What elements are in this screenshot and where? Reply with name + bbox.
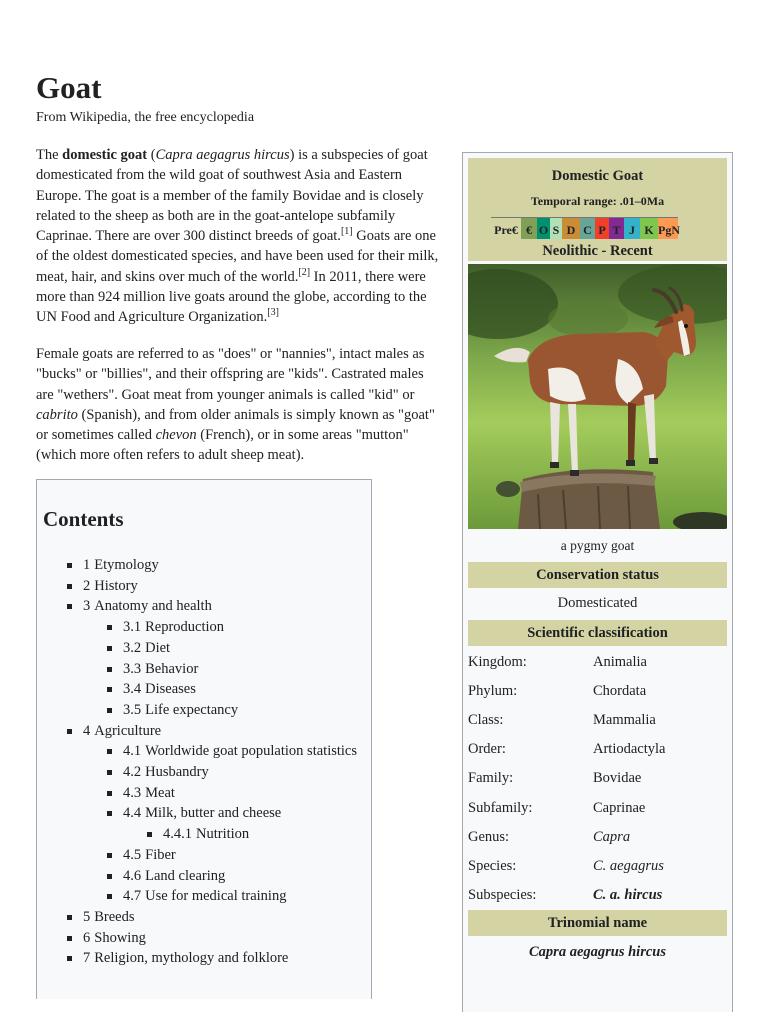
toc-item-label: Religion, mythology and folklore — [94, 950, 289, 967]
toc-item[interactable] — [83, 596, 212, 616]
paragraph-text: (Spanish), and from older animals is simply known as "goat" or sometimes called — [36, 406, 435, 444]
rank-value[interactable]: Bovidae — [593, 770, 642, 787]
toc-item-number: 7 — [83, 950, 91, 967]
toc-item-number: 4.4.1 — [163, 826, 192, 843]
period-cell[interactable]: PgN — [658, 218, 678, 239]
bullet-icon — [107, 749, 112, 754]
toc-item-label: Behavior — [145, 660, 199, 677]
toc-item[interactable] — [83, 948, 288, 968]
terminology-paragraph — [36, 344, 442, 466]
intro-text: ) is a subspecies of goat domesticated from the wild goat of southwest Asia and Eastern Europe. The goat is a member of the family Bovidae and is closely related to the sheep as both are in the goat-antelope subfamily Caprinae. There are over 300 distinct breeds of goat. — [36, 147, 428, 245]
toc-item-number: 6 — [83, 929, 91, 946]
rank-label[interactable]: Order: — [468, 741, 506, 758]
paragraph-text: (French), or in some areas "mutton" (which more often refers to adult sheep meat). — [36, 427, 409, 464]
bullet-icon — [147, 832, 152, 837]
bullet-icon — [107, 811, 112, 816]
period-cell[interactable]: J — [624, 218, 640, 239]
toc-item[interactable] — [123, 845, 176, 865]
table-of-contents — [36, 479, 372, 999]
period-cell[interactable]: Pre€ — [491, 218, 521, 239]
toc-item-number: 2 — [83, 577, 91, 594]
toc-item[interactable] — [123, 741, 357, 761]
temporal-range: Temporal range: .01–0Ma — [530, 194, 665, 208]
period-cell[interactable]: O — [537, 218, 550, 239]
toc-item[interactable] — [123, 638, 170, 658]
chevon-term: chevon — [155, 427, 197, 444]
toc-item-label: Reproduction — [145, 619, 225, 636]
bullet-icon — [107, 853, 112, 858]
toc-item-label: Meat — [145, 784, 175, 801]
toc-item-label: History — [94, 577, 138, 594]
period-cell[interactable]: S — [550, 218, 562, 239]
rank-value[interactable]: Capra — [593, 828, 631, 845]
rank-value[interactable]: Mammalia — [593, 712, 656, 729]
rank-label[interactable]: Kingdom: — [468, 654, 527, 670]
period-cell[interactable]: P — [595, 218, 609, 239]
rank-label[interactable]: Family: — [468, 770, 514, 787]
toc-item-label: Fiber — [145, 846, 176, 863]
bullet-icon — [107, 791, 112, 796]
period-cell[interactable]: T — [609, 218, 624, 239]
toc-item[interactable] — [83, 576, 138, 596]
toc-item-number: 3.2 — [123, 639, 142, 656]
period-cell[interactable]: K — [640, 218, 658, 239]
bullet-icon — [107, 667, 112, 672]
rank-label[interactable]: Subspecies: — [468, 886, 537, 903]
period-cell[interactable]: € — [521, 218, 537, 239]
toc-item-label: Husbandry — [145, 764, 209, 780]
toc-item[interactable] — [123, 679, 196, 699]
intro-text: ( — [147, 147, 156, 163]
rank-value[interactable]: Animalia — [593, 654, 647, 670]
epoch-range: Neolithic - Recent — [542, 243, 653, 259]
toc-item[interactable] — [123, 866, 225, 886]
toc-item[interactable] — [123, 700, 238, 720]
goat-photo[interactable] — [468, 264, 727, 529]
toc-item[interactable] — [123, 886, 286, 906]
toc-item-number: 3.4 — [123, 681, 142, 698]
toc-item[interactable] — [83, 928, 146, 948]
toc-item-label: Breeds — [94, 908, 135, 925]
rank-value[interactable]: C. a. hircus — [593, 886, 663, 903]
citation-link-2[interactable]: [2] — [298, 266, 311, 278]
toc-item-number: 4.6 — [123, 867, 142, 884]
rank-label[interactable]: Genus: — [468, 828, 510, 845]
toc-item-number: 1 — [83, 557, 91, 573]
bullet-icon — [107, 646, 112, 651]
toc-title: Contents — [43, 507, 124, 531]
toc-item[interactable] — [123, 659, 198, 679]
bullet-icon — [67, 956, 72, 961]
intro-text: The — [36, 147, 63, 163]
toc-item-label: Showing — [94, 929, 146, 946]
bullet-icon — [67, 915, 72, 920]
bullet-icon — [67, 584, 72, 589]
bullet-icon — [67, 936, 72, 941]
bullet-icon — [67, 563, 72, 568]
intro-paragraph — [36, 145, 442, 328]
intro-text: Goats are one of the oldest domesticated species, and have been used for their milk, meat, hair, and skins over much of the world. — [36, 228, 439, 285]
toc-item[interactable] — [83, 907, 135, 927]
rank-value[interactable]: C. aegagrus — [593, 857, 664, 874]
photo-caption: a pygmy goat — [560, 538, 635, 553]
toc-item-number: 4.2 — [123, 764, 142, 780]
rank-label[interactable]: Class: — [468, 712, 504, 729]
rank-value[interactable]: Artiodactyla — [593, 741, 666, 758]
toc-item[interactable] — [123, 783, 175, 803]
toc-item-label: Agriculture — [94, 722, 162, 739]
toc-item-label: Nutrition — [196, 826, 250, 843]
toc-item[interactable] — [83, 721, 161, 741]
cabrito-term: cabrito — [36, 406, 78, 423]
period-cell[interactable]: D — [562, 218, 580, 239]
bullet-icon — [107, 770, 112, 775]
toc-item-label: Use for medical training — [145, 888, 287, 905]
citation-link-1[interactable]: [1] — [340, 226, 353, 238]
rank-label[interactable]: Phylum: — [468, 683, 518, 700]
scientific-name-link[interactable]: Capra aegagrus hircus — [155, 147, 290, 163]
rank-value[interactable]: Caprinae — [593, 799, 646, 816]
toc-item[interactable] — [163, 824, 249, 844]
bullet-icon — [107, 625, 112, 630]
bullet-icon — [67, 604, 72, 609]
toc-item[interactable] — [123, 803, 281, 823]
toc-item[interactable] — [123, 617, 224, 637]
toc-item[interactable] — [123, 762, 209, 782]
toc-item-number: 5 — [83, 908, 91, 925]
toc-item-number: 4.1 — [123, 743, 142, 760]
bullet-icon — [107, 894, 112, 899]
toc-item-number: 3.5 — [123, 701, 142, 718]
rank-label[interactable]: Species: — [468, 857, 517, 874]
rank-label[interactable]: Subfamily: — [468, 799, 533, 816]
toc-item-label: Anatomy and health — [94, 598, 212, 615]
geologic-timeline — [491, 217, 678, 239]
intro-text: In 2011, there were more than 924 million live goats around the globe, according to the UN Food and Agriculture Organization. — [36, 268, 427, 326]
toc-item-label: Diet — [145, 639, 171, 656]
bullet-icon — [107, 687, 112, 692]
bullet-icon — [107, 708, 112, 713]
toc-item-label: Diseases — [145, 681, 196, 698]
classification-heading[interactable]: Scientific classification — [468, 620, 727, 646]
toc-item-label: Worldwide goat population statistics — [145, 743, 357, 760]
intro-bold-term: domestic goat — [62, 147, 148, 163]
bullet-icon — [67, 729, 72, 734]
toc-item-label: Land clearing — [145, 867, 226, 884]
infobox — [462, 152, 733, 1012]
period-cell[interactable]: C — [580, 218, 595, 239]
toc-item-number: 3.1 — [123, 619, 142, 636]
bullet-icon — [107, 874, 112, 879]
toc-item-label: Etymology — [94, 557, 159, 573]
toc-item-number: 4 — [83, 722, 91, 739]
goat-illustration — [468, 264, 727, 529]
citation-link-3[interactable]: [3] — [267, 307, 279, 319]
toc-item-number: 4.4 — [123, 805, 142, 822]
toc-item[interactable] — [83, 555, 159, 575]
toc-item-number: 4.3 — [123, 784, 142, 801]
infobox-title-band — [468, 158, 727, 261]
conservation-heading: Conservation status — [468, 562, 727, 588]
trinomial-heading[interactable]: Trinomial name — [468, 910, 727, 936]
toc-item-label: Life expectancy — [145, 701, 239, 718]
trinomial-name: Capra aegagrus hircus — [529, 944, 666, 960]
rank-value[interactable]: Chordata — [593, 683, 647, 700]
paragraph-text: Female goats are referred to as "does" or "nannies", intact males as "bucks" or "billies", and their offspring are "kids". Castrated males are "wethers". Goat meat from younger animals is called "kid" or — [36, 346, 425, 403]
toc-item-number: 3.3 — [123, 660, 142, 677]
toc-item-number: 3 — [83, 598, 91, 615]
infobox-title: Domestic Goat — [551, 168, 644, 184]
conservation-status[interactable]: Domesticated — [557, 595, 638, 611]
toc-item-label: Milk, butter and cheese — [145, 805, 282, 822]
toc-item-number: 4.7 — [123, 888, 142, 905]
page-title: Goat — [36, 70, 102, 105]
page-subtitle: From Wikipedia, the free encyclopedia — [36, 110, 255, 125]
toc-item-number: 4.5 — [123, 846, 142, 863]
